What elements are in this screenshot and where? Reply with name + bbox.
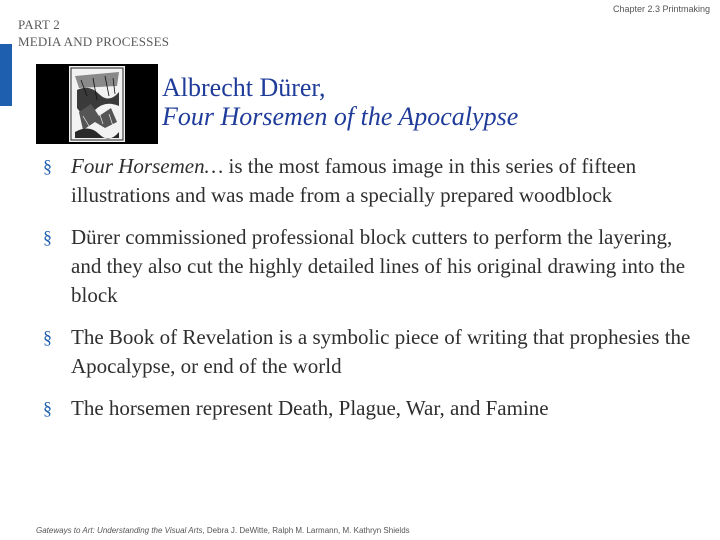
bullet-marker: § (43, 156, 52, 176)
footer-authors: , Debra J. DeWitte, Ralph M. Larmann, M. Kathryn Shields (202, 526, 410, 535)
bullet-text: The Book of Revelation is a symbolic piece of writing that prophesies the Apocalypse, or end of the world (71, 325, 691, 378)
accent-side-bar (0, 44, 12, 106)
bullet-text: is the most famous image in this series of fifteen illustrations and was made from a specially prepared woodblock (71, 154, 637, 207)
bullet-marker: § (43, 398, 52, 418)
bullet-marker: § (43, 327, 52, 347)
bullet-list (40, 152, 700, 436)
footer-book-title: Gateways to Art: Understanding the Visual Arts (36, 526, 203, 535)
artwork-thumbnail (36, 64, 158, 144)
part-header (18, 16, 169, 50)
bullet-italic-lead: Four Horsemen… (71, 154, 224, 178)
section-label: MEDIA AND PROCESSES (18, 34, 170, 49)
bullet-marker: § (43, 227, 52, 247)
bullet-text: The horsemen represent Death, Plague, War, and Famine (71, 396, 549, 420)
bullet-text: Dürer commissioned professional block cutters to perform the layering, and they also cut the highly detailed lines of his original drawing into the block (71, 225, 686, 307)
artist-name: Albrecht Dürer, (162, 73, 326, 102)
part-label: PART 2 (18, 17, 60, 32)
slide-title (162, 73, 518, 131)
bullet-item (40, 323, 700, 381)
bullet-item (40, 152, 700, 210)
artwork-title: Four Horsemen of the Apocalypse (162, 102, 519, 131)
chapter-label: Chapter 2.3 Printmaking (612, 4, 710, 14)
woodcut-image (69, 66, 125, 142)
footer-citation (36, 526, 410, 535)
bullet-item (40, 394, 700, 423)
bullet-item (40, 223, 700, 310)
